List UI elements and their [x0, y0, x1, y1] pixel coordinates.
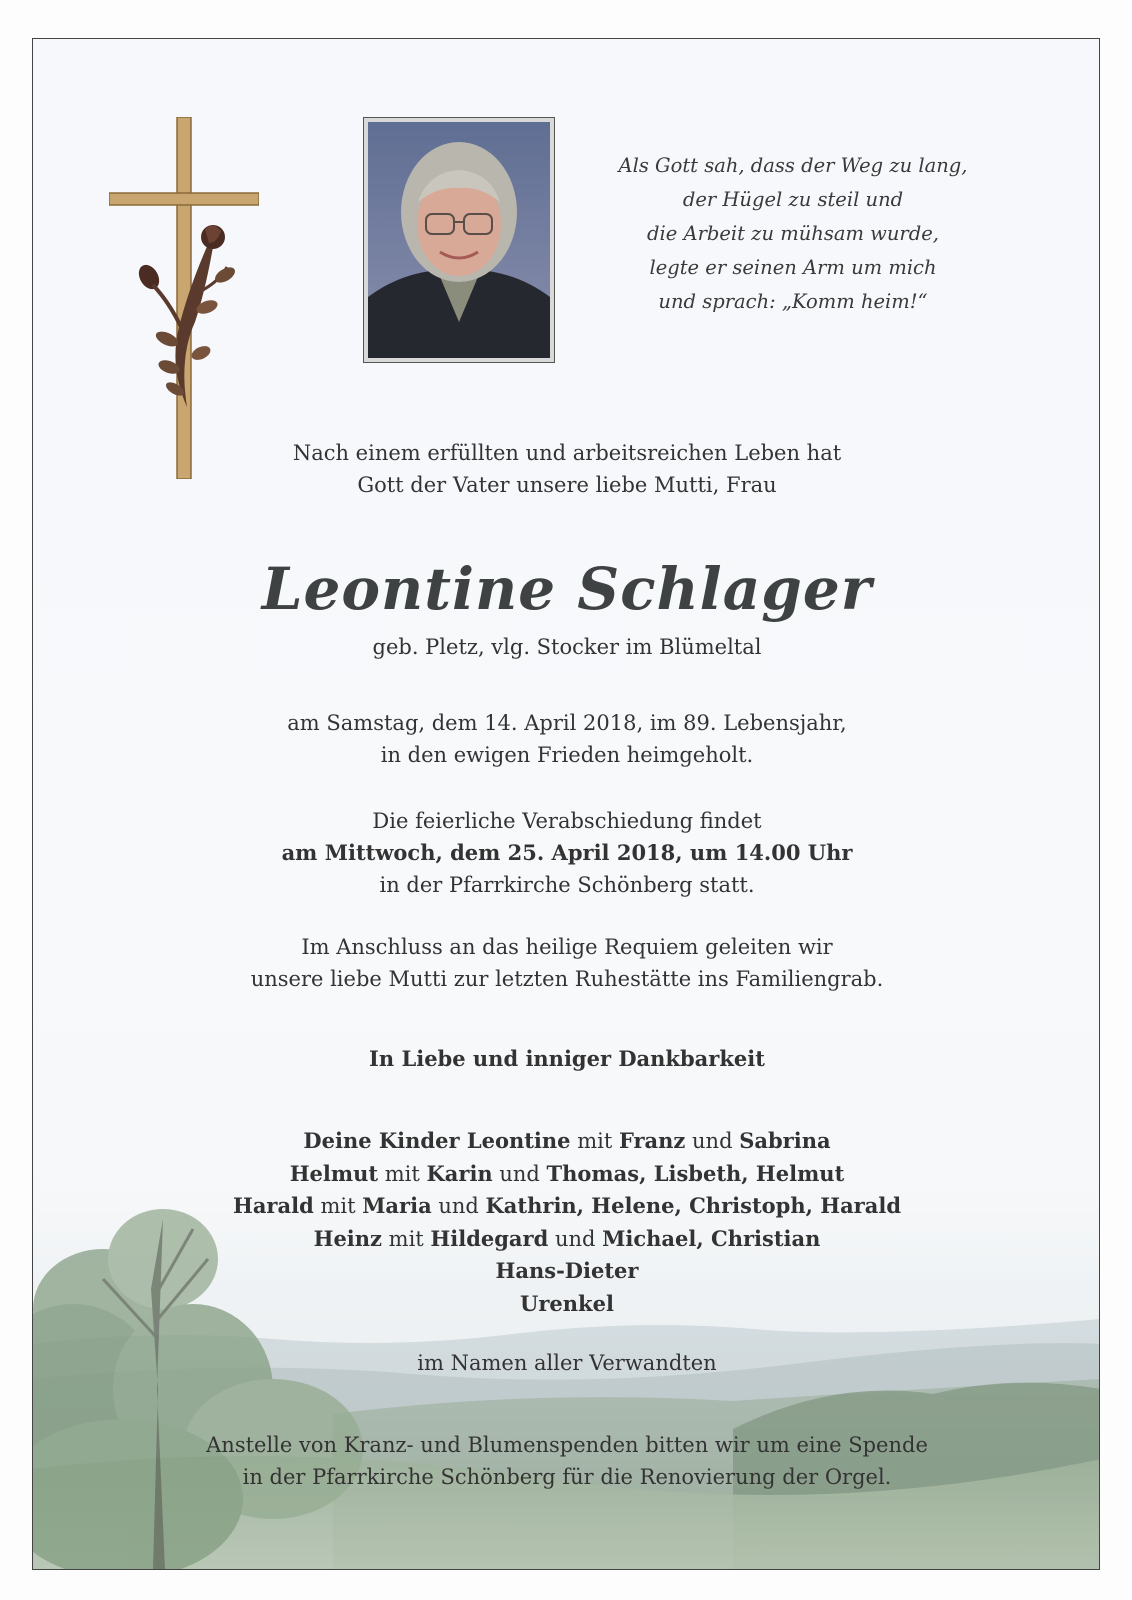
donation-note [33, 1429, 1100, 1493]
intro-line: Nach einem erfüllten und arbeitsreichen Leben hat [292, 441, 842, 465]
donation-line: in der Pfarrkirche Schönberg für die Renovierung der Orgel. [242, 1465, 892, 1489]
farewell-date: am Mittwoch, dem 25. April 2018, um 14.00 Uhr [281, 840, 853, 865]
maiden-name [33, 631, 1100, 663]
family-name: Sabrina [739, 1128, 831, 1153]
requiem-line: Im Anschluss an das heilige Requiem geleiten wir [301, 935, 833, 959]
family-name: Helmut [289, 1160, 379, 1186]
relatives-note [33, 1347, 1100, 1379]
family-connector: mit [313, 1194, 363, 1218]
poem-line: Als Gott sah, dass der Weg zu lang, [618, 154, 968, 177]
family-line [33, 1125, 1100, 1158]
death-notice [33, 707, 1100, 771]
relatives-text: im Namen aller Verwandten [417, 1351, 717, 1375]
family-connector: und [431, 1194, 486, 1218]
thanks-text: In Liebe und inniger Dankbarkeit [369, 1046, 765, 1071]
family-name: Franz [618, 1128, 686, 1153]
poem-line: der Hügel zu steil und [682, 188, 904, 211]
obituary-card [32, 38, 1100, 1570]
portrait-photo [368, 122, 550, 358]
farewell-line: in der Pfarrkirche Schönberg statt. [379, 873, 755, 897]
family-connector: mit [378, 1161, 427, 1186]
maiden-name-text: geb. Pletz, vlg. Stocker im Blümeltal [372, 635, 762, 659]
family-list [33, 1125, 1100, 1320]
family-connector: und [685, 1129, 740, 1153]
portrait-photo-frame [363, 117, 555, 363]
family-name: Heinz [313, 1225, 382, 1251]
family-name: Deine Kinder Leontine [303, 1128, 571, 1153]
family-name: Hildegard [430, 1225, 549, 1251]
family-name: Hans-Dieter [495, 1258, 639, 1283]
family-name: Urenkel [520, 1290, 614, 1316]
poem [588, 149, 998, 319]
family-name: Michael, Christian [602, 1225, 821, 1251]
poem-line: legte er seinen Arm um mich [649, 256, 937, 279]
poem-line: die Arbeit zu mühsam wurde, [647, 222, 939, 245]
intro-text [33, 437, 1100, 501]
family-line [33, 1190, 1100, 1223]
deceased-name: Leontine Schlager [261, 555, 873, 623]
family-name: Thomas, Lisbeth, Helmut [546, 1160, 845, 1186]
family-connector: und [548, 1226, 603, 1251]
family-name: Kathrin, Helene, Christoph, Harald [485, 1193, 902, 1218]
farewell-line: Die feierliche Verabschiedung findet [372, 809, 762, 833]
intro-line: Gott der Vater unsere liebe Mutti, Frau [357, 473, 777, 497]
family-name: Harald [232, 1193, 314, 1218]
family-line [33, 1223, 1100, 1256]
requiem-line: unsere liebe Mutti zur letzten Ruhestätte ins Familiengrab. [250, 967, 884, 991]
family-line [33, 1158, 1100, 1191]
requiem-notice [33, 931, 1100, 995]
donation-line: Anstelle von Kranz- und Blumenspenden bitten wir um eine Spende [206, 1433, 928, 1457]
family-connector: und [492, 1161, 547, 1186]
family-name: Maria [362, 1193, 432, 1218]
thanks-heading [33, 1043, 1100, 1075]
family-name: Karin [426, 1160, 493, 1186]
family-line [33, 1255, 1100, 1288]
death-line: in den ewigen Frieden heimgeholt. [380, 743, 754, 767]
family-connector: mit [381, 1226, 431, 1251]
cross-with-rose-icon [109, 117, 259, 479]
family-connector: mit [570, 1129, 619, 1153]
farewell-notice [33, 805, 1100, 901]
family-line [33, 1288, 1100, 1321]
death-line: am Samstag, dem 14. April 2018, im 89. Lebensjahr, [287, 711, 847, 735]
poem-line: und sprach: „Komm heim!“ [658, 290, 928, 313]
